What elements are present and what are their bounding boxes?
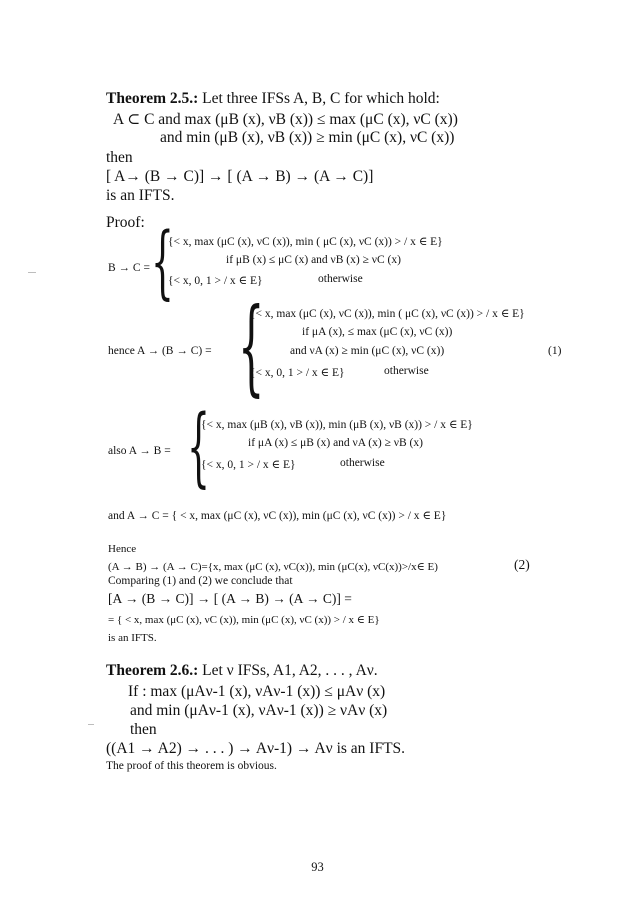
abc-case4-note: otherwise — [384, 365, 429, 377]
bc-case3: {< x, 0, 1 > / x ∈ E} — [168, 275, 263, 287]
ab-lhs: also A → B = — [108, 445, 171, 457]
equation-number-1: (1) — [548, 345, 562, 357]
theorem-2-5-then: then — [106, 149, 133, 166]
bc-lhs: B → C = — [108, 262, 150, 274]
ab-case3: {< x, 0, 1 > / x ∈ E} — [201, 459, 296, 471]
equation-2: (A → B) → (A → C)={x, max (μC (x), νC(x)), min (μC(x), νC(x))>/x∈ E) — [108, 561, 438, 573]
ab-brace: { — [187, 397, 210, 497]
abc-case3: and νA (x) ≥ min (μC (x), νC (x)) — [290, 345, 445, 357]
final-line-2: = { < x, max (μC (x), νC (x)), min (μC (x), νC (x)) > / x ∈ E} — [108, 614, 380, 626]
theorem-2-6-heading: Theorem 2.6.: — [106, 662, 199, 679]
theorem-2-5-heading: Theorem 2.5.: — [106, 90, 199, 107]
theorem-2-5-line1: A ⊂ C and max (μB (x), νB (x)) ≤ max (μC (x), νC (x)) — [113, 111, 458, 128]
theorem-2-5-line2: and min (μB (x), νB (x)) ≥ min (μC (x), νC (x)) — [160, 129, 455, 146]
theorem-2-6-then: then — [130, 721, 157, 738]
equation-number-2: (2) — [514, 557, 530, 572]
abc-case4: {< x, 0, 1 > / x ∈ E} — [250, 367, 345, 379]
page-number: 93 — [311, 860, 324, 874]
abc-lhs: hence A → (B → C) = — [108, 345, 212, 357]
scan-mark — [28, 272, 36, 273]
comparing-line: Comparing (1) and (2) we conclude that — [108, 575, 293, 587]
proof-label: Proof: — [106, 214, 145, 231]
theorem-2-5-conclusion: is an IFTS. — [106, 187, 175, 204]
bc-brace: { — [151, 215, 174, 308]
bc-case3-note: otherwise — [318, 273, 363, 285]
abc-case1: {< x, max (μC (x), νC (x)), min ( μC (x), νC (x)) > / x ∈ E} — [250, 308, 525, 320]
abc-brace: { — [238, 285, 265, 407]
bc-case2: if μB (x) ≤ μC (x) and νB (x) ≥ νC (x) — [226, 254, 401, 266]
final-line-3: is an IFTS. — [108, 632, 157, 644]
ab-case3-note: otherwise — [340, 457, 385, 469]
theorem-2-5-formula: [ A→ (B → C)] → [ (A → B) → (A → C)] — [106, 168, 374, 185]
ab-case2: if μA (x) ≤ μB (x) and νA (x) ≥ νB (x) — [248, 437, 423, 449]
ac-definition: and A → C = { < x, max (μC (x), νC (x)), min (μC (x), νC (x)) > / x ∈ E} — [108, 510, 447, 522]
theorem-2-6-heading-line — [106, 662, 378, 680]
bc-case1: {< x, max (μC (x), νC (x)), min ( μC (x), νC (x)) > / x ∈ E} — [168, 236, 443, 248]
final-line-1: [A → (B → C)] → [ (A → B) → (A → C)] = — [108, 591, 352, 606]
ab-case1: {< x, max (μB (x), νB (x)), min (μB (x), νB (x)) > / x ∈ E} — [201, 419, 473, 431]
theorem-2-5-heading-line — [106, 90, 440, 108]
theorem-2-6-formula: ((A1 → A2) → . . . ) → Aν-1) → Aν is an IFTS. — [106, 740, 406, 757]
theorem-2-5-intro: Let three IFSs A, B, C for which hold: — [202, 90, 440, 107]
hence-label: Hence — [108, 543, 137, 555]
abc-case2: if μA (x), ≤ max (μC (x), νC (x)) — [302, 326, 453, 338]
theorem-2-6-intro: Let ν IFSs, A1, A2, . . . , Aν. — [202, 662, 378, 679]
theorem-2-6-line1: If : max (μAν-1 (x), νAν-1 (x)) ≤ μAν (x) — [128, 683, 386, 700]
scan-mark — [88, 724, 94, 725]
theorem-2-6-line2: and min (μAν-1 (x), νAν-1 (x)) ≥ νAν (x) — [130, 702, 388, 719]
theorem-2-6-proof-note: The proof of this theorem is obvious. — [106, 760, 277, 772]
